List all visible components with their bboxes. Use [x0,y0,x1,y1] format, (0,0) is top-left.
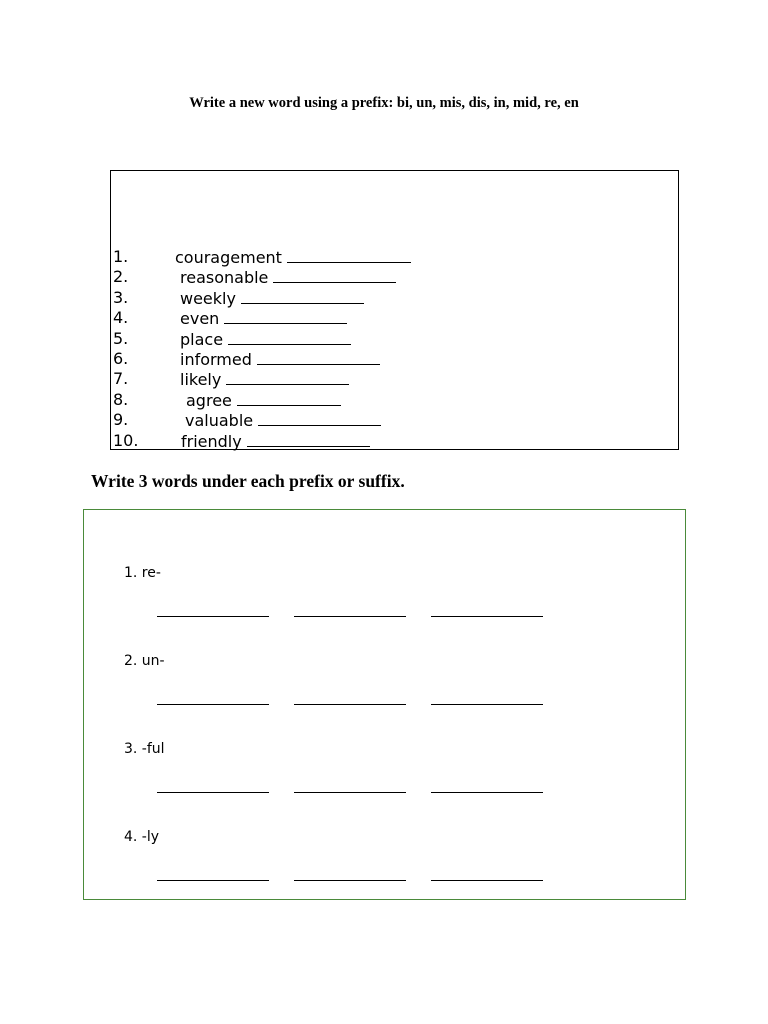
answer-blank[interactable] [247,431,370,447]
item-word: informed [180,349,252,369]
answer-blank[interactable] [228,329,351,345]
answer-line[interactable] [431,880,543,881]
answer-line[interactable] [431,704,543,705]
suffix-label-ful: 3. -ful [124,741,165,757]
item-word: weekly [180,288,236,308]
item-word: place [180,329,224,349]
prefix-suffix-box [83,509,686,900]
item-number: 9. [113,410,129,430]
answer-blank[interactable] [224,308,347,324]
item-number: 5. [113,328,129,348]
item-number: 8. [113,389,129,409]
answer-blank[interactable] [258,410,381,426]
item-word: agree [186,390,232,410]
answer-line[interactable] [431,792,543,793]
answer-blank[interactable] [226,369,349,385]
answer-blank[interactable] [273,267,396,283]
item-number: 10. [113,430,139,450]
item-word: reasonable [180,268,269,288]
answer-line[interactable] [157,616,269,617]
item-number: 6. [113,348,129,368]
item-word: likely [180,370,222,390]
answer-line[interactable] [294,792,406,793]
prefix-exercise-box [110,170,679,450]
item-word: even [180,309,220,329]
answer-blank[interactable] [287,247,411,263]
prefix-label-re: 1. re- [124,565,161,581]
answer-line[interactable] [157,792,269,793]
answer-blank[interactable] [257,349,380,365]
answer-blank[interactable] [241,288,364,304]
worksheet-title: Write a new word using a prefix: bi, un, mis, dis, in, mid, re, en [189,95,579,111]
answer-blank[interactable] [237,390,341,406]
prefix-label-un: 2. un- [124,653,165,669]
item-number: 3. [113,287,129,307]
suffix-label-ly: 4. -ly [124,829,160,845]
item-number: 2. [113,267,129,287]
answer-line[interactable] [157,880,269,881]
item-word: valuable [185,411,254,431]
item-number: 4. [113,308,129,328]
item-word: couragement [175,248,282,267]
answer-line[interactable] [157,704,269,705]
item-word: friendly [181,431,242,451]
answer-line[interactable] [431,616,543,617]
section-heading: Write 3 words under each prefix or suffix. [91,471,405,491]
answer-line[interactable] [294,616,406,617]
answer-line[interactable] [294,704,406,705]
item-number: 7. [113,369,129,389]
item-number: 1. [113,247,129,266]
answer-line[interactable] [294,880,406,881]
